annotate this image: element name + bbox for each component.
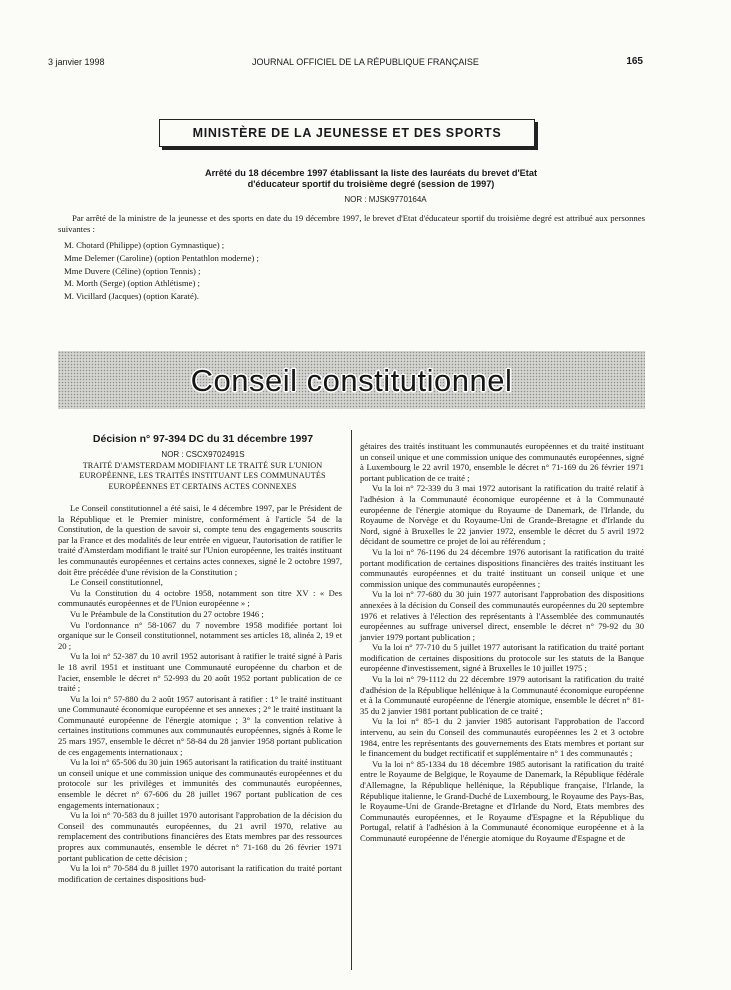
decision-subject (60, 461, 345, 492)
arrete-title-line: d'éducateur sportif du troisième degré (session de 1997) (247, 179, 495, 189)
list-item: Mme Duvere (Céline) (option Tennis) ; (64, 265, 201, 276)
paragraph: Le Conseil constitutionnel, (70, 577, 163, 588)
arrete-title-line: Arrêté du 18 décembre 1997 établissant la liste des lauréats du brevet d'Etat (204, 168, 538, 178)
page-number: 165 (626, 56, 643, 67)
paragraph: Vu la loi n° 72-339 du 3 mai 1972 autorisant la ratification du traité relatif à l'adhésion à la Communauté économique européenne et à la Communauté européenne de l'énergie atomique du Royaume de Danemark, de l'Irlande, du Royaume de Norvège et du Royaume-Uni de Grande-Bretagne et d'Irlande du Nord, signé à Bruxelles le 22 janvier 1972, ensemble le décret du 5 avril 1972 décidant de soumettre ce projet de loi au référendum ; (360, 483, 644, 547)
section-banner (58, 351, 645, 409)
paragraph: Vu la loi n° 76-1196 du 24 décembre 1976 autorisant la ratification du traité portant modification de certaines dispositions financières des traités instituant les communautés européennes et du traité instituant un conseil unique et une commission unique des communautés européennes ; (360, 546, 644, 589)
paragraph: Vu la loi n° 77-680 du 30 juin 1977 autorisant l'approbation des dispositions annexées à la décision du Conseil des communautés européennes du 20 septembre 1976 et relatives à l'élection des représentants à l'Assemblée des communautés européennes au suffrage universel direct, ensemble le décret n° 79-92 du 30 janvier 1979 portant publication ; (360, 589, 644, 642)
column-divider (351, 430, 352, 970)
arrete-title (130, 168, 612, 190)
decision-title: Décision n° 97-394 DC du 31 décembre 1997 (92, 433, 314, 445)
list-item: M. Chotard (Philippe) (option Gymnastique) ; (64, 240, 225, 250)
paragraph: Vu la loi n° 85-1 du 2 janvier 1985 autorisant l'approbation de l'accord intervenu, au sein du Conseil des communautés européennes les 2 et 3 octobre 1984, entre les représentants des gouvernements des Etats membres et portant sur le financement du budget rectificatif et supplémentaire n° 1 des communautés ; (360, 716, 644, 759)
decision-nor: NOR : CSCX9702491S (161, 450, 245, 459)
paragraph: Vu la loi n° 65-506 du 30 juin 1965 autorisant la ratification du traité instituant un conseil unique et une commission unique des communautés européennes et du protocole sur les privilèges et immunités des communautés européennes, ensemble le décret n° 67-606 du 28 juillet 1967 portant publication de ces engagements internationaux ; (58, 757, 342, 810)
paragraph: Le Conseil constitutionnel a été saisi, le 4 décembre 1997, par le Président de la République et le Premier ministre, conformément à l'article 54 de la Constitution, de la question de savoir si, compte tenu des engagements souscrits par la France et des modalités de leur entrée en vigueur, l'autorisation de ratifier le traité d'Amsterdam modifiant le traité sur l'Union européenne, les traités instituant les communautés européennes et certains actes connexes, signé le 2 octobre 1997, doit être précédée d'une révision de la Constitution ; (58, 503, 342, 577)
section-banner-title: Conseil constitutionnel (190, 363, 513, 398)
paragraph: Vu la loi n° 52-387 du 10 avril 1952 autorisant à ratifier le traité signé à Paris le 18 avril 1951 et instituant une Communauté européenne du charbon et de l'acier, ensemble le décret n° 52-993 du 20 août 1952 portant publication de ce traité ; (58, 651, 342, 694)
list-item: M. Morth (Serge) (option Athlétisme) ; (64, 278, 200, 289)
paragraph: Vu la loi n° 77-710 du 5 juillet 1977 autorisant la ratification du traité portant modification de certaines dispositions du protocole sur les statuts de la Banque européenne d'investissement, signé à Bruxelles le 10 juillet 1975 ; (360, 642, 644, 674)
list-item: Mme Delemer (Caroline) (option Pentathlon moderne) ; (64, 252, 259, 263)
paragraph: Vu la loi n° 70-584 du 8 juillet 1970 autorisant la ratification du traité portant modification de certaines dispositions bud- (58, 863, 342, 884)
paragraph: Vu l'ordonnance n° 58-1067 du 7 novembre 1958 modifiée portant loi organique sur le Conseil constitutionnel, notamment ses articles 18, alinéa 2, 19 et 20 ; (58, 619, 342, 651)
arrete-intro: Par arrêté de la ministre de la jeunesse et des sports en date du 19 décembre 1997, le brevet d'Etat d'éducateur sportif du troisième degré est attribué aux personnes suivantes : (58, 213, 645, 234)
paragraph: Vu la loi n° 70-583 du 8 juillet 1970 autorisant l'approbation de la décision du Conseil des communautés européennes, du 21 avril 1970, relative au remplacement des contributions financières des Etats membres par des ressources propres aux communautés, ensemble le décret n° 71-168 du 26 février 1971 portant publication de cette décision ; (58, 810, 342, 863)
subject-line: EUROPÉENNE, LES TRAITÉS INSTITUANT LES COMMUNAUTÉS (79, 471, 326, 481)
paragraph: Vu la Constitution du 4 octobre 1958, notamment son titre XV : « Des communautés européennes et de l'Union européenne » ; (58, 587, 342, 609)
journal-title: JOURNAL OFFICIEL DE LA RÉPUBLIQUE FRANÇAISE (252, 57, 479, 67)
laureats-list (64, 239, 259, 303)
header-date: 3 janvier 1998 (48, 57, 105, 67)
subject-line: TRAITÉ D'AMSTERDAM MODIFIANT LE TRAITÉ SUR L'UNION (82, 461, 323, 470)
paragraph: Vu la loi n° 79-1112 du 22 décembre 1979 autorisant la ratification du traité d'adhésion de la République hellénique à la Communauté économique européenne et à la Communauté européenne de l'énergie atomique, ensemble le décret n° 81-35 du 2 janvier 1981 portant publication de ce traité ; (360, 674, 644, 716)
paragraph: Vu le Préambule de la Constitution du 27 octobre 1946 ; (70, 608, 264, 619)
list-item: M. Vicillard (Jacques) (option Karaté). (64, 291, 199, 302)
paragraph: Vu la loi n° 85-1334 du 18 décembre 1985 autorisant la ratification du traité entre le Royaume de Belgique, le Royaume de Danemark, la République fédérale d'Allemagne, la République hellénique, la République française, l'Irlande, la République italienne, le Grand-Duché de Luxembourg, le Royaume des Pays-Bas, le Royaume-Uni de Grande-Bretagne et d'Irlande du Nord, Etats membres des Communautés européennes, et le Royaume d'Espagne et la République du Portugal, relatif à l'adhésion à la Communauté économique européenne et à la Communauté européenne de l'énergie atomique du Royaume d'Espagne et de (360, 758, 644, 843)
right-column (360, 441, 644, 844)
arrete-nor: NOR : MJSK9770164A (344, 195, 427, 204)
paragraph: Vu la loi n° 57-880 du 2 août 1957 autorisant à ratifier : 1° le traité instituant une Communauté économique européenne et ses annexes ; 2° le traité instituant la Communauté européenne de l'énergie atomique ; 3° la convention relative à certaines institutions communes aux communautés européennes, signés à Rome le 25 mars 1957, ensemble le décret n° 58-84 du 28 janvier 1958 portant publication de ces engagements internationaux ; (58, 693, 342, 757)
ministry-heading: MINISTÈRE DE LA JEUNESSE ET DES SPORTS (159, 119, 535, 147)
left-column (58, 503, 342, 884)
paragraph: gétaires des traités instituant les communautés européennes et du traité instituant un conseil unique et une commission unique des communautés européennes, signé à Luxembourg le 22 avril 1970, ensemble le décret n° 71-169 du 26 février 1971 portant publication de ce traité ; (360, 441, 644, 483)
subject-line: EUROPÉENNES ET CERTAINS ACTES CONNEXES (108, 481, 297, 491)
